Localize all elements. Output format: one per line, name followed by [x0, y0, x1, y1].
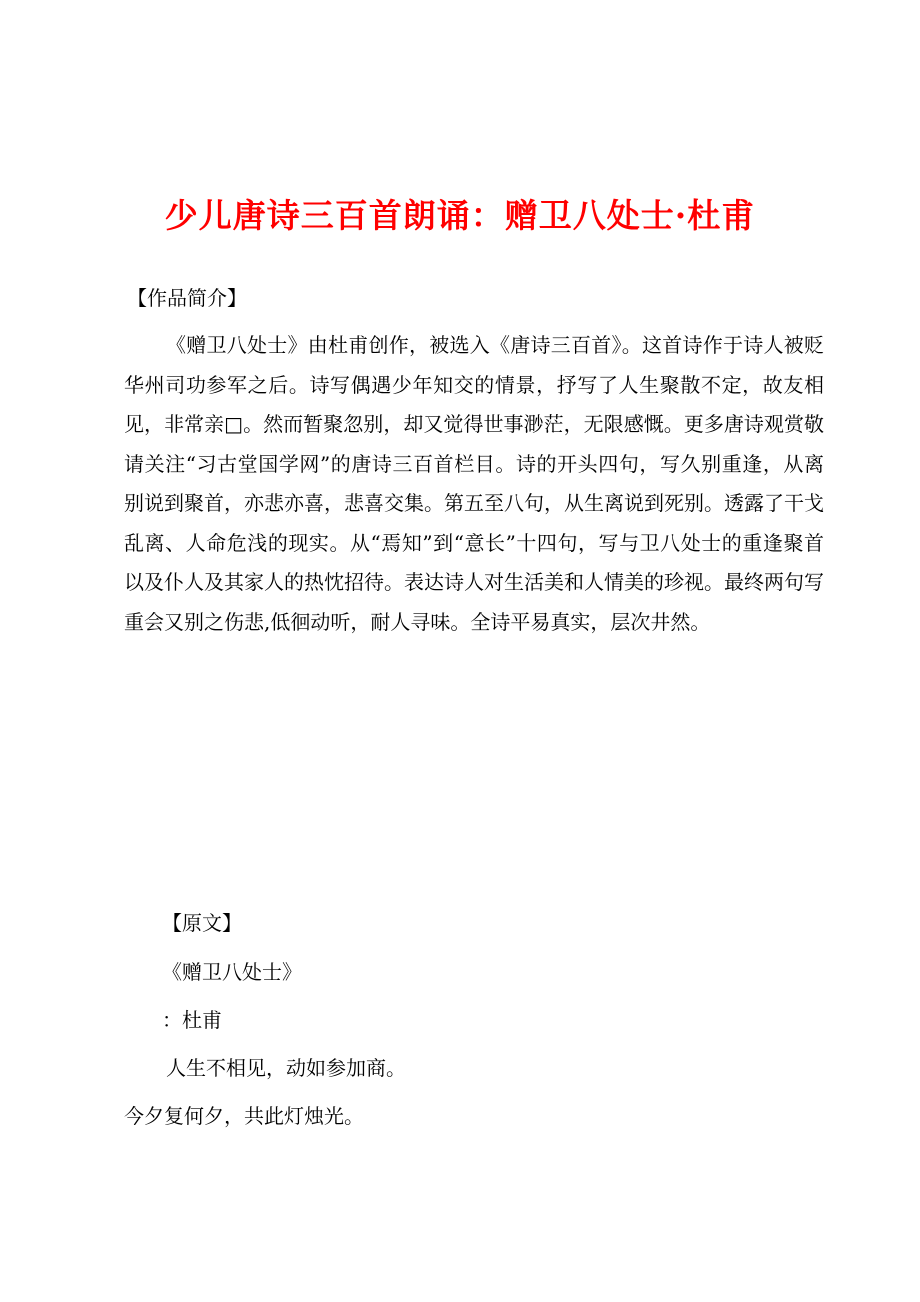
poem-author: ：杜甫 — [162, 1008, 222, 1032]
original-section-label: 【原文】 — [162, 911, 242, 935]
poem-title: 《赠卫八处士》 — [162, 960, 302, 984]
poem-line: 今夕复何夕，共此灯烛光。 — [124, 1104, 364, 1128]
page-title: 少儿唐诗三百首朗诵：赠卫八处士·杜甫 — [164, 196, 756, 235]
poem-line: 人生不相见，动如参加商。 — [166, 1056, 406, 1080]
intro-paragraph: 《赠卫八处士》由杜甫创作，被选入《唐诗三百首》。这首诗作于诗人被贬华州司功参军之后。诗写偶遇少年知交的情景，抒写了人生聚散不定，故友相见，非常亲□。然而暂聚忽别，却又觉得世事渺茫，无限感慨。更多唐诗观赏敬请关注“习古堂国学网”的唐诗三百首栏目。诗的开头四句，写久别重逢，从离别说到聚首，亦悲亦喜，悲喜交集。第五至八句，从生离说到死别。透露了干戈乱离、人命危浅的现实。从“焉知”到“意长”十四句，写与卫八处士的重逢聚首以及仆人及其家人的热忱招待。表达诗人对生活美和人情美的珍视。最终两句写重会又别之伤悲,低徊动听，耐人寻味。全诗平易真实，层次井然。 — [124, 333, 824, 634]
intro-section-label: 【作品简介】 — [127, 286, 247, 310]
